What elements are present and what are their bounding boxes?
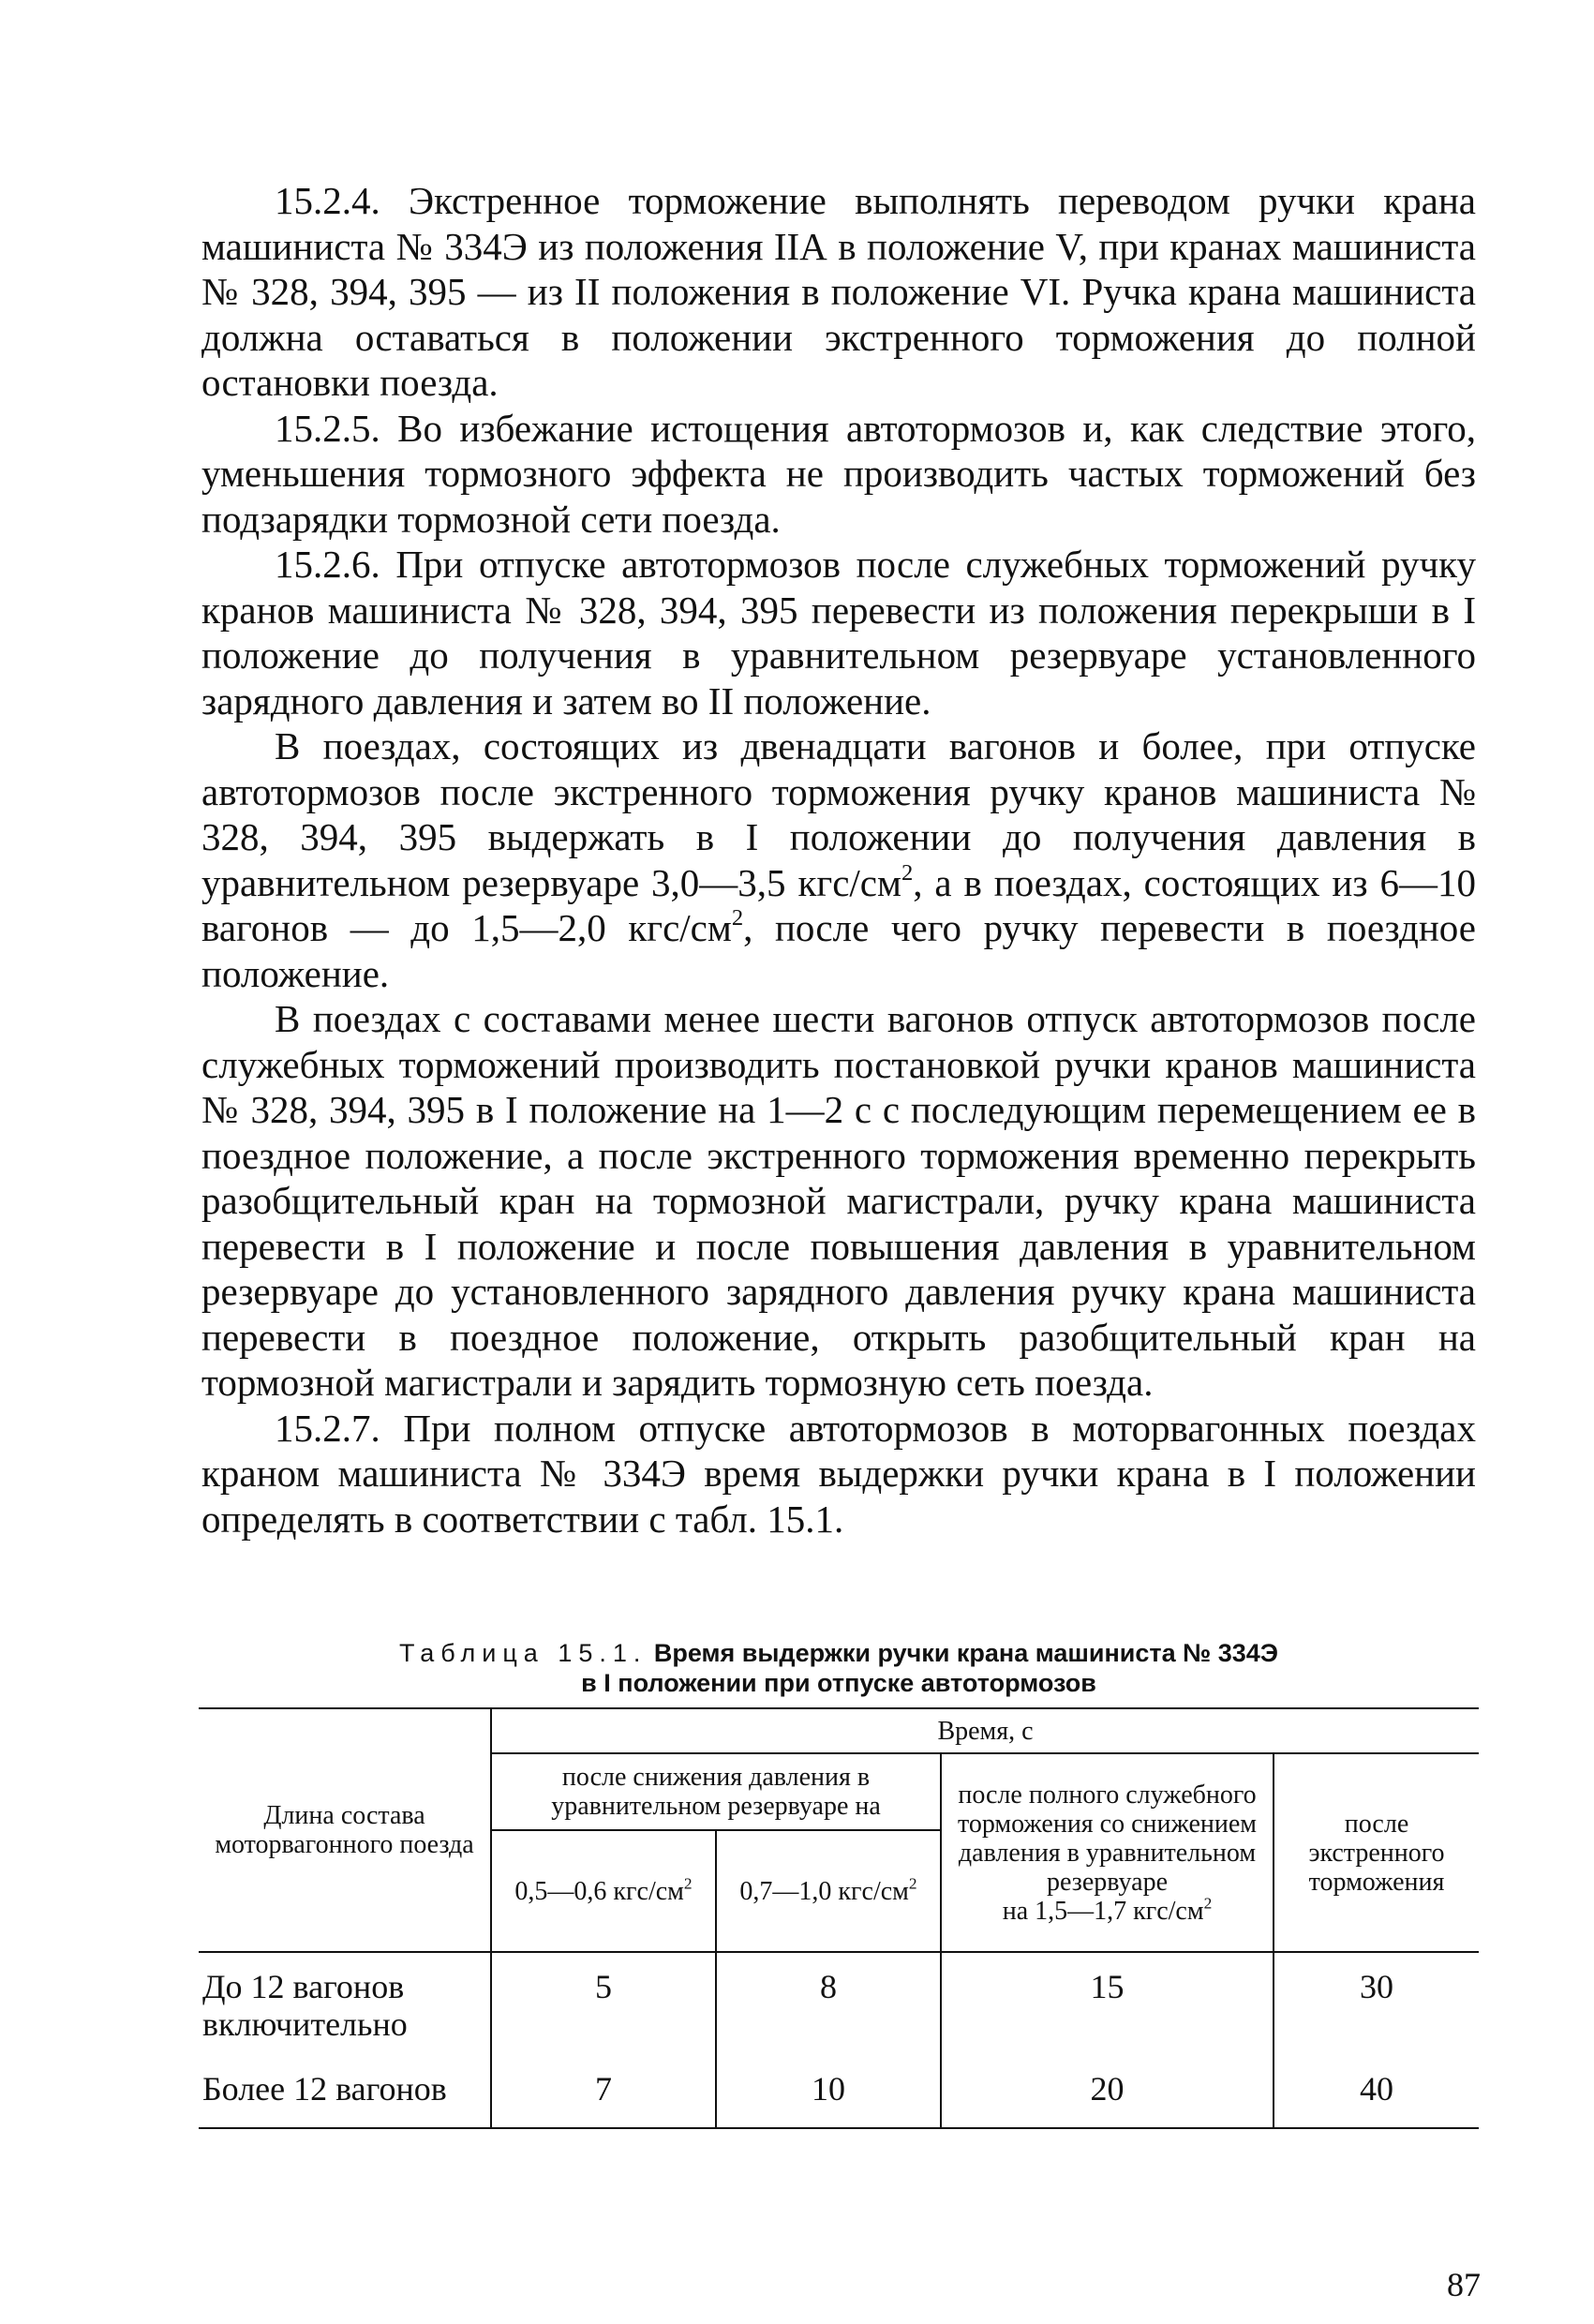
table-caption-line-2: в I положении при отпуске автотормозов [581, 1669, 1096, 1697]
superscript: 2 [901, 859, 914, 886]
page-number: 87 [1447, 2266, 1481, 2303]
header-after-full-service-text: после полного служебного торможения со снижением давления в уравнительном резервуаре [957, 1780, 1258, 1897]
header-after-emergency: после экстренного торможения [1308, 1809, 1445, 1897]
header-pressure-2-text: 0,7—1,0 кгс/см [739, 1876, 909, 1906]
paragraph-six-cars: В поездах с составами менее шести вагонов отпуск автотормозов после служебных торможений производить постановкой ручки кранов машиниста № 328, 394, 395 в I положение на 1—2 с с последующим перемещением ее в поездное положение, а после экстренного торможения временно перекрыть разобщительный кран на тормозной магистрали, ручку крана машиниста перевести в I положение и после повышения давления в уравнительном резервуаре до установленного зарядного давления ручку крана машиниста перевести в поездное положение, открыть разобщительный кран на тормозной магистрали и зарядить тормозную сеть поезда. [201, 997, 1476, 1404]
superscript: 2 [683, 1874, 693, 1893]
header-after-full-service [941, 1753, 1274, 1952]
table-row [199, 1952, 1479, 2055]
table-caption-title: Время выдержки ручки крана машиниста № 334Э [653, 1639, 1279, 1667]
paragraph-twelve-cars-part-b: , а в поездах, состоящих из 6—10 вагонов — до 1,5—2,0 кгс/см [201, 860, 1476, 949]
header-pressure-1 [491, 1830, 716, 1952]
paragraph-15-2-6: 15.2.6. При отпуске автотормозов после служебных торможений ручку кранов машиниста № 328, 394, 395 перевести из положения перекрыши в I положение до получения в уравнительном резервуаре установленного зарядного давления и затем во II положение. [201, 543, 1476, 723]
table-caption [201, 1638, 1476, 1698]
superscript: 2 [731, 904, 744, 931]
data-table [199, 1707, 1479, 2129]
cell-length: Более 12 вагонов [199, 2055, 491, 2128]
cell-length: До 12 вагонов включительно [199, 1952, 491, 2055]
paragraph-15-2-4: 15.2.4. Экстренное торможение выполнять переводом ручки крана машиниста № 334Э из положения IIА в положение V, при кранах машиниста № 328, 394, 395 — из II положения в положение VI. Ручка крана машиниста должна оставаться в положении экстренного торможения до полной остановки поезда. [201, 179, 1476, 404]
header-time: Время, с [491, 1708, 1479, 1753]
paragraph-twelve-cars-part-c: , после чего ручку перевести в поездное положение. [201, 906, 1476, 995]
cell-value: 30 [1274, 1952, 1479, 2055]
cell-value: 8 [716, 1952, 941, 2055]
cell-value: 20 [941, 2055, 1274, 2128]
cell-value: 10 [716, 2055, 941, 2128]
table-caption-label: Таблица 15.1. [398, 1639, 648, 1667]
table-caption-line-1 [201, 1638, 1476, 1668]
superscript: 2 [908, 1874, 917, 1893]
paragraph-twelve-cars [201, 723, 1476, 996]
header-pressure-2 [716, 1830, 941, 1952]
cell-value: 15 [941, 1952, 1274, 2055]
table-row [199, 2055, 1479, 2128]
header-train-length: Длина состава моторвагонного поезда [199, 1708, 491, 1952]
paragraph-15-2-7: 15.2.7. При полном отпуске автотормозов в моторвагонных поездах краном машиниста № 334Э время выдержки ручки крана в I положении определять в соответствии с табл. 15.1. [201, 1406, 1476, 1541]
header-after-full-service-pressure: на 1,5—1,7 кгс/см [1002, 1896, 1204, 1926]
header-after-reduction: после снижения давления в уравнительном резервуаре на [491, 1753, 941, 1830]
cell-value: 5 [491, 1952, 716, 2055]
paragraph-15-2-5: 15.2.5. Во избежание истощения автотормозов и, как следствие этого, уменьшения тормозного эффекта не производить частых торможений без подзарядки тормозной сети поезда. [201, 406, 1476, 541]
superscript: 2 [1203, 1894, 1213, 1913]
cell-value: 40 [1274, 2055, 1479, 2128]
cell-value: 7 [491, 2055, 716, 2128]
header-pressure-1-text: 0,5—0,6 кгс/см [514, 1876, 684, 1906]
paragraph-twelve-cars-part-a: В поездах, состоящих из двенадцати вагонов и более, при отпуске автотормозов после экстренного торможения ручку кранов машиниста № 328, 394, 395 выдержать в I положении до получения давления в уравнительном резервуаре 3,0—3,5 кгс/см [201, 724, 1476, 904]
body-text [201, 178, 1476, 1542]
